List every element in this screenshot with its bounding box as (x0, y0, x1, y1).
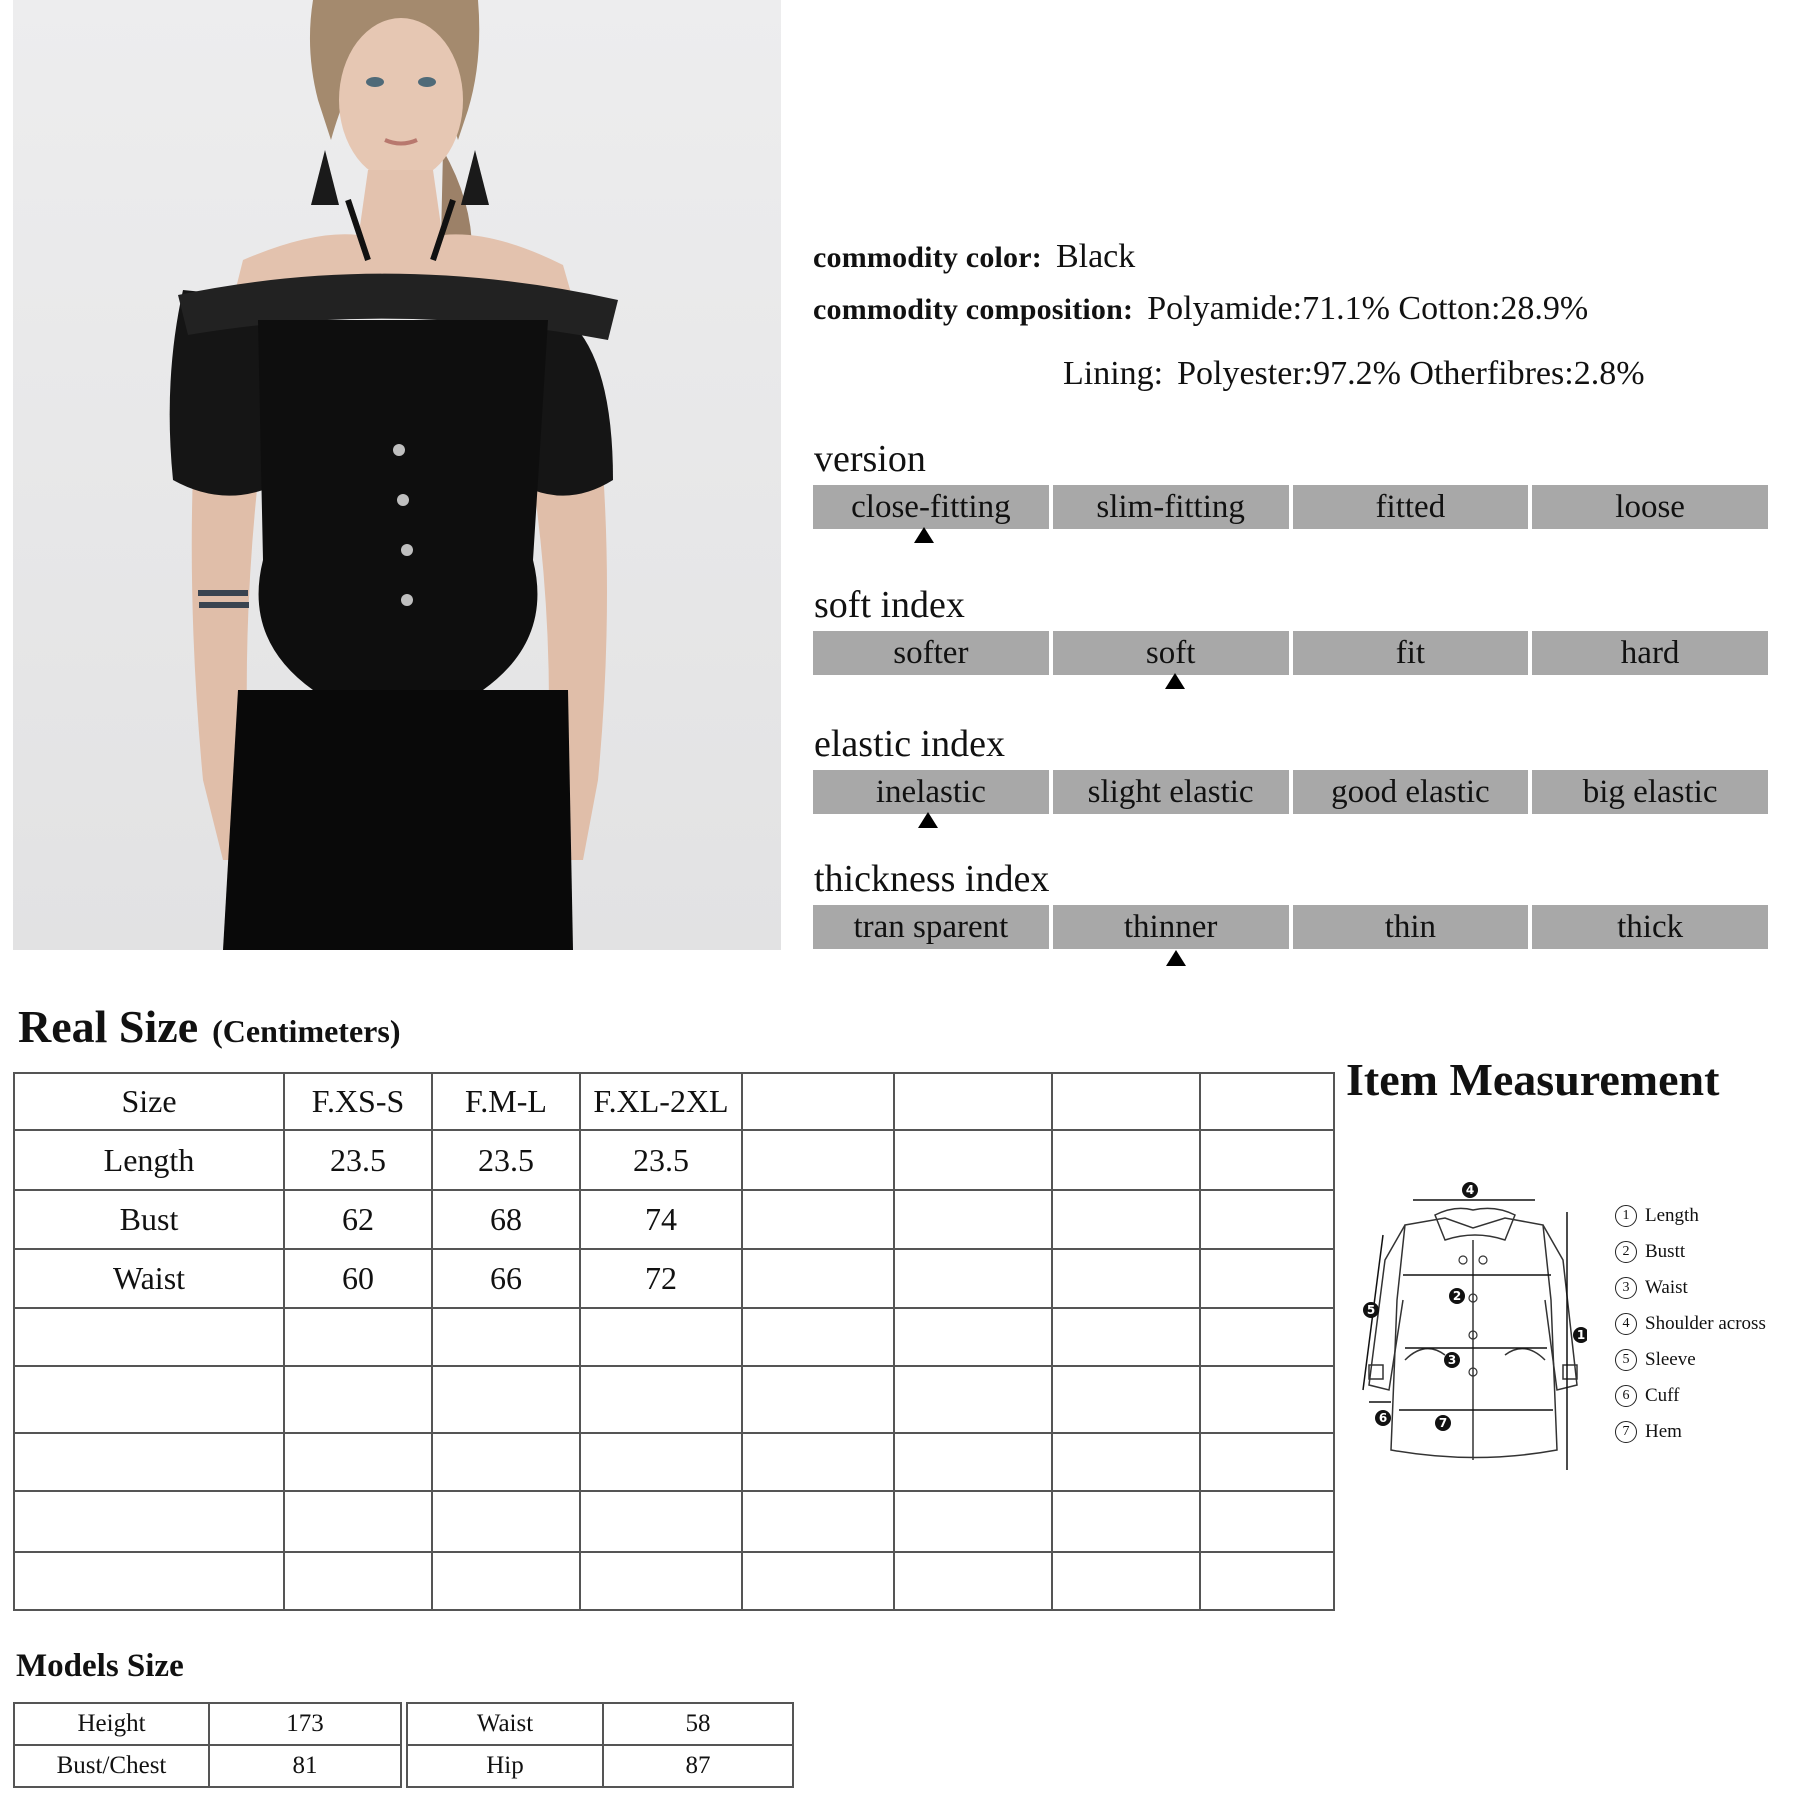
version-option: loose (1532, 485, 1768, 529)
diagram-number-3: 3 (1447, 1353, 1457, 1367)
model-stat-label: Height (14, 1703, 209, 1745)
legend-number: 4 (1615, 1313, 1637, 1335)
lining-row (1063, 355, 1645, 393)
soft-index-option: softer (813, 631, 1049, 675)
legend-item (1615, 1378, 1766, 1414)
table-cell: Waist (14, 1249, 284, 1308)
soft-index-option: hard (1532, 631, 1768, 675)
legend-label: Bustt (1645, 1241, 1686, 1262)
legend-number: 5 (1615, 1349, 1637, 1371)
table-cell: 74 (580, 1190, 742, 1249)
lining-label: Lining: (1063, 355, 1164, 392)
commodity-composition-row (813, 290, 1588, 328)
soft-index-title: soft index (814, 584, 965, 626)
table-row (14, 1703, 401, 1745)
version-option: fitted (1293, 485, 1529, 529)
measurement-legend (1615, 1198, 1766, 1450)
header-cell: F.M-L (432, 1073, 580, 1130)
table-row (14, 1073, 1334, 1130)
thickness-index-option: thick (1532, 905, 1768, 949)
table-row (14, 1130, 1334, 1190)
legend-number: 6 (1615, 1385, 1637, 1407)
diagram-number-7: 7 (1438, 1416, 1448, 1430)
table-cell: 23.5 (284, 1130, 432, 1190)
soft-index-selected-marker (1165, 673, 1185, 689)
diagram-number-5: 5 (1366, 1303, 1376, 1317)
product-photo (13, 0, 781, 950)
elastic-index-selected-marker (918, 812, 938, 828)
soft-index-option: fit (1293, 631, 1529, 675)
elastic-index-title: elastic index (814, 723, 1005, 765)
version-option: slim-fitting (1053, 485, 1289, 529)
item-measurement-title: Item Measurement (1346, 1054, 1720, 1105)
thickness-index-selected-marker (1166, 950, 1186, 966)
table-cell: 23.5 (580, 1130, 742, 1190)
table-row (14, 1552, 1334, 1610)
models-size-table-left (13, 1702, 402, 1788)
thickness-index-option: thinner (1053, 905, 1289, 949)
commodity-composition-label: commodity composition: (813, 293, 1134, 326)
real-size-title: Real Size (18, 1001, 199, 1052)
header-cell: F.XL-2XL (580, 1073, 742, 1130)
table-row (14, 1433, 1334, 1491)
diagram-number-6: 6 (1378, 1411, 1388, 1425)
table-cell: Length (14, 1130, 284, 1190)
models-size-table-right (406, 1702, 794, 1788)
model-stat-value: 81 (209, 1745, 401, 1787)
table-cell: 66 (432, 1249, 580, 1308)
commodity-color-row (813, 238, 1135, 276)
legend-label: Sleeve (1645, 1349, 1696, 1370)
thickness-index-title: thickness index (814, 858, 1050, 900)
legend-number: 7 (1615, 1421, 1637, 1443)
model-stat-value: 58 (603, 1703, 793, 1745)
diagram-number-1: 1 (1576, 1328, 1586, 1342)
real-size-unit: (Centimeters) (212, 1013, 401, 1049)
models-size-title: Models Size (16, 1648, 184, 1684)
model-stat-label: Hip (407, 1745, 603, 1787)
elastic-index-option: inelastic (813, 770, 1049, 814)
legend-label: Cuff (1645, 1385, 1680, 1406)
table-row (14, 1745, 401, 1787)
legend-number: 2 (1615, 1241, 1637, 1263)
table-cell: Bust (14, 1190, 284, 1249)
header-cell: Size (14, 1073, 284, 1130)
model-illustration (13, 0, 781, 950)
elastic-index-option: big elastic (1532, 770, 1768, 814)
diagram-number-4: 4 (1465, 1183, 1475, 1197)
table-cell: 23.5 (432, 1130, 580, 1190)
coat-measurement-diagram (1355, 1180, 1587, 1480)
thickness-index-option: thin (1293, 905, 1529, 949)
model-stat-value: 173 (209, 1703, 401, 1745)
legend-number: 3 (1615, 1277, 1637, 1299)
table-row (14, 1308, 1334, 1366)
legend-item (1615, 1270, 1766, 1306)
table-cell: 62 (284, 1190, 432, 1249)
model-stat-label: Waist (407, 1703, 603, 1745)
header-cell: F.XS-S (284, 1073, 432, 1130)
table-cell: 68 (432, 1190, 580, 1249)
thickness-index-option: tran sparent (813, 905, 1049, 949)
elastic-index-option: slight elastic (1053, 770, 1289, 814)
legend-item (1615, 1198, 1766, 1234)
thickness-index-bar (813, 905, 1768, 949)
legend-label: Waist (1645, 1277, 1688, 1298)
version-bar (813, 485, 1768, 529)
real-size-title-row (18, 1000, 400, 1053)
model-stat-value: 87 (603, 1745, 793, 1787)
table-row (14, 1366, 1334, 1433)
table-row (14, 1190, 1334, 1249)
version-option: close-fitting (813, 485, 1049, 529)
commodity-color-label: commodity color: (813, 241, 1042, 274)
table-cell: 60 (284, 1249, 432, 1308)
lining-value: Polyester:97.2% Otherfibres:2.8% (1177, 355, 1645, 392)
legend-label: Shoulder across (1645, 1313, 1766, 1334)
model-stat-label: Bust/Chest (14, 1745, 209, 1787)
commodity-color-value: Black (1055, 238, 1136, 275)
table-row (407, 1703, 793, 1745)
elastic-index-option: good elastic (1293, 770, 1529, 814)
version-title: version (814, 438, 926, 480)
table-row (14, 1249, 1334, 1308)
table-cell: 72 (580, 1249, 742, 1308)
legend-item (1615, 1234, 1766, 1270)
table-row (14, 1491, 1334, 1552)
legend-item (1615, 1414, 1766, 1450)
legend-label: Length (1645, 1205, 1699, 1226)
legend-label: Hem (1645, 1421, 1682, 1442)
table-row (407, 1745, 793, 1787)
legend-number: 1 (1615, 1205, 1637, 1227)
commodity-composition-value: Polyamide:71.1% Cotton:28.9% (1147, 290, 1589, 327)
legend-item (1615, 1306, 1766, 1342)
soft-index-option: soft (1053, 631, 1289, 675)
elastic-index-bar (813, 770, 1768, 814)
version-selected-marker (914, 527, 934, 543)
soft-index-bar (813, 631, 1768, 675)
diagram-number-2: 2 (1452, 1289, 1462, 1303)
real-size-table (13, 1072, 1335, 1611)
legend-item (1615, 1342, 1766, 1378)
